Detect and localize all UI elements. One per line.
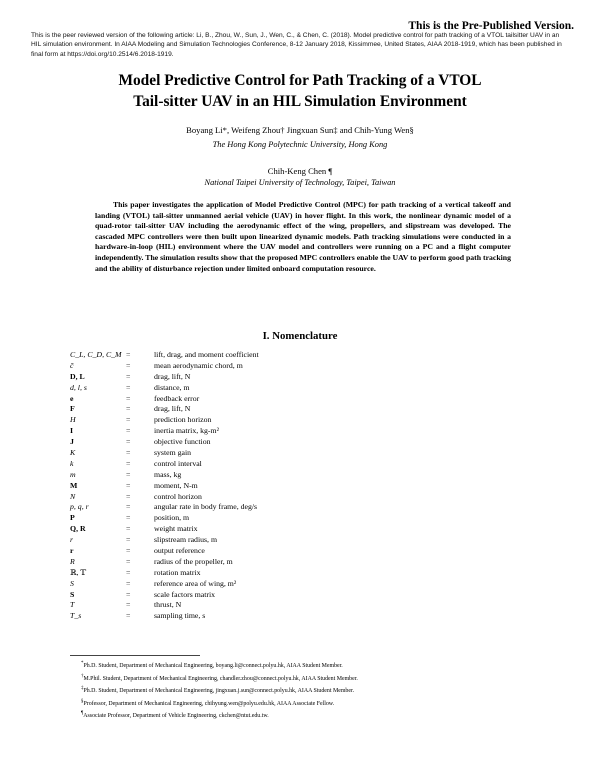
nomenclature-definition: control horizon bbox=[154, 491, 202, 501]
section-heading-nomenclature: I. Nomenclature bbox=[262, 330, 338, 342]
nomenclature-symbol: Q, R bbox=[70, 524, 86, 534]
nomenclature-symbol: d, l, s bbox=[70, 382, 87, 392]
nomenclature-row bbox=[70, 502, 470, 513]
footnote bbox=[81, 672, 521, 685]
nomenclature-definition: rotation matrix bbox=[154, 567, 201, 577]
nomenclature-definition: weight matrix bbox=[154, 524, 198, 534]
footnote-text: Ph.D. Student, Department of Mechanical Engineering, jingxuan.j.sun@connect.polyu.hk, AIAA Student Member. bbox=[83, 688, 355, 695]
footnote bbox=[81, 659, 521, 672]
footnote-mark: ¶ bbox=[81, 711, 84, 717]
nomenclature-row bbox=[70, 459, 470, 470]
nomenclature-symbol: S bbox=[70, 578, 74, 588]
nomenclature-equals: = bbox=[126, 382, 131, 392]
nomenclature-equals: = bbox=[126, 578, 131, 588]
nomenclature-symbol: T_s bbox=[70, 611, 82, 621]
nomenclature-row bbox=[70, 383, 470, 394]
affiliation-1: The Hong Kong Polytechnic University, Hong Kong bbox=[212, 140, 388, 149]
publication-notice: This is the peer reviewed version of the following article: Li, B., Zhou, W., Sun, J., Wen, C., & Chen, C. (2018). Model predictive control for path tracking of a VTOL tailsitter UAV in an HIL simulation environment. In AIAA Modeling and Simulation Technologies Conference, 8-12 January 2018, Kissimmee, United States, AIAA 2018-1919, which has been published in final form at https://doi.org/10.2514/6.2018-1919. bbox=[31, 32, 562, 58]
nomenclature-row bbox=[70, 426, 470, 437]
nomenclature-definition: mass, kg bbox=[154, 469, 182, 479]
nomenclature-row bbox=[70, 361, 470, 372]
nomenclature-row bbox=[70, 394, 470, 405]
nomenclature-equals: = bbox=[126, 556, 131, 566]
nomenclature-symbol: p, q, r bbox=[70, 502, 89, 512]
title-line-1: Model Predictive Control for Path Tracking of a VTOL bbox=[118, 72, 482, 89]
nomenclature-equals: = bbox=[126, 611, 131, 621]
title-line-2: Tail-sitter UAV in an HIL Simulation Environment bbox=[133, 93, 467, 110]
nomenclature-equals: = bbox=[126, 426, 131, 436]
nomenclature-equals: = bbox=[126, 513, 131, 523]
nomenclature-definition: system gain bbox=[154, 448, 192, 458]
nomenclature-symbol: e bbox=[70, 393, 74, 403]
nomenclature-symbol: P bbox=[70, 513, 75, 523]
nomenclature-row bbox=[70, 513, 470, 524]
nomenclature-symbol: r bbox=[70, 535, 74, 545]
paper-title bbox=[40, 70, 560, 112]
nomenclature-equals: = bbox=[126, 371, 131, 381]
nomenclature-definition: objective function bbox=[154, 437, 211, 447]
nomenclature-equals: = bbox=[126, 567, 131, 577]
nomenclature-equals: = bbox=[126, 469, 131, 479]
nomenclature-definition: reference area of wing, m² bbox=[154, 578, 237, 588]
nomenclature-row bbox=[70, 350, 470, 361]
nomenclature-row bbox=[70, 437, 470, 448]
nomenclature-symbol: S bbox=[70, 589, 75, 599]
nomenclature-equals: = bbox=[126, 458, 131, 468]
pre-published-label: This is the Pre-Published Version. bbox=[408, 20, 574, 32]
footnote bbox=[81, 684, 521, 697]
nomenclature-equals: = bbox=[126, 393, 131, 403]
nomenclature-row bbox=[70, 470, 470, 481]
nomenclature-definition: moment, N-m bbox=[154, 480, 198, 490]
footnote-mark: † bbox=[81, 673, 84, 679]
nomenclature-row bbox=[70, 579, 470, 590]
footnote-mark: § bbox=[81, 698, 84, 704]
nomenclature-equals: = bbox=[126, 480, 131, 490]
nomenclature-row bbox=[70, 404, 470, 415]
nomenclature-equals: = bbox=[126, 415, 131, 425]
nomenclature-row bbox=[70, 448, 470, 459]
nomenclature-symbol: C_L, C_D, C_M bbox=[70, 350, 122, 359]
nomenclature-definition: angular rate in body frame, deg/s bbox=[154, 502, 258, 512]
nomenclature-symbol: H bbox=[70, 415, 76, 425]
nomenclature-equals: = bbox=[126, 404, 131, 414]
nomenclature-symbol: c̄ bbox=[70, 360, 74, 370]
nomenclature-table bbox=[70, 350, 470, 622]
nomenclature-definition: prediction horizon bbox=[154, 415, 212, 425]
nomenclature-row bbox=[70, 568, 470, 579]
footnote bbox=[81, 709, 521, 722]
footnote-text: M.Phil. Student, Department of Mechanical Engineering, chandler.zhou@connect.polyu.hk, AIAA Student Member. bbox=[83, 675, 358, 682]
footnote-rule bbox=[70, 655, 200, 656]
nomenclature-definition: lift, drag, and moment coefficient bbox=[154, 350, 259, 359]
nomenclature-definition: scale factors matrix bbox=[154, 589, 216, 599]
footnote-mark: * bbox=[81, 661, 84, 666]
abstract bbox=[95, 200, 511, 274]
footnote-text: Professor, Department of Mechanical Engineering, chihyung.wen@polyu.edu.hk, AIAA Associate Fellow. bbox=[83, 700, 335, 707]
nomenclature-definition: sampling time, s bbox=[154, 611, 206, 621]
nomenclature-row bbox=[70, 590, 470, 601]
nomenclature-equals: = bbox=[126, 448, 131, 458]
nomenclature-equals: = bbox=[126, 546, 131, 556]
nomenclature-row bbox=[70, 372, 470, 383]
footnote bbox=[81, 697, 521, 710]
nomenclature-symbol: N bbox=[70, 491, 76, 501]
nomenclature-symbol: r bbox=[70, 546, 74, 556]
nomenclature-symbol: ℝ, 𝕋 bbox=[70, 567, 87, 577]
nomenclature-symbol: k bbox=[70, 458, 74, 468]
nomenclature-equals: = bbox=[126, 535, 131, 545]
nomenclature-symbol: m bbox=[70, 469, 76, 479]
nomenclature-equals: = bbox=[126, 437, 131, 447]
nomenclature-equals: = bbox=[126, 600, 131, 610]
nomenclature-symbol: F bbox=[70, 404, 75, 414]
footnote-text: Associate Professor, Department of Vehicle Engineering, ckchen@ntut.edu.tw. bbox=[83, 713, 269, 720]
nomenclature-equals: = bbox=[126, 502, 131, 512]
nomenclature-row bbox=[70, 535, 470, 546]
nomenclature-row bbox=[70, 524, 470, 535]
nomenclature-row bbox=[70, 481, 470, 492]
nomenclature-definition: drag, lift, N bbox=[154, 404, 191, 414]
nomenclature-symbol: K bbox=[70, 448, 76, 458]
nomenclature-row bbox=[70, 492, 470, 503]
nomenclature-symbol: I bbox=[70, 426, 74, 436]
nomenclature-definition: drag, lift, N bbox=[154, 371, 191, 381]
nomenclature-symbol: J bbox=[70, 437, 74, 447]
nomenclature-row bbox=[70, 611, 470, 622]
nomenclature-row bbox=[70, 557, 470, 568]
nomenclature-row bbox=[70, 600, 470, 611]
authors-line-2: Chih-Keng Chen ¶ bbox=[267, 166, 333, 176]
authors-line-1: Boyang Li*, Weifeng Zhou† Jingxuan Sun‡ and Chih-Yung Wen§ bbox=[186, 125, 414, 135]
footnotes bbox=[81, 659, 521, 722]
footnote-text: Ph.D. Student, Department of Mechanical Engineering, boyang.li@connect.polyu.hk, AIAA Student Member. bbox=[83, 662, 343, 669]
nomenclature-definition: distance, m bbox=[154, 382, 190, 392]
nomenclature-definition: control interval bbox=[154, 458, 202, 468]
affiliation-2: National Taipei University of Technology, Taipei, Taiwan bbox=[204, 178, 396, 187]
nomenclature-symbol: T bbox=[70, 600, 75, 610]
footnote-mark: ‡ bbox=[81, 686, 84, 692]
nomenclature-symbol: D, L bbox=[70, 371, 85, 381]
abstract-text: This paper investigates the application of Model Predictive Control (MPC) for path tracking of a vertical takeoff and landing (VTOL) tail-sitter unmanned aerial vehicle (UAV) in hover flight. In this work, the nonlinear dynamic model of a quad-rotor tail-sitter UAV including the aerodynamic effect of the wing, propellers, and slipstream was developed. The cascaded MPC controllers were then built upon linearized dynamic models. Path tracking simulations were conducted in a hardware-in-loop (HIL) environment where the UAV model and controllers were running on a PC and a flight computer independently. The simulation results show that the proposed MPC controllers enable the UAV to perform good path tracking and the ability of disturbance rejection under limited onboard computation resource. bbox=[95, 200, 511, 273]
nomenclature-symbol: M bbox=[70, 480, 78, 490]
nomenclature-equals: = bbox=[126, 491, 131, 501]
nomenclature-equals: = bbox=[126, 350, 131, 359]
nomenclature-row bbox=[70, 546, 470, 557]
nomenclature-row bbox=[70, 415, 470, 426]
nomenclature-symbol: R bbox=[70, 556, 75, 566]
nomenclature-definition: slipstream radius, m bbox=[154, 535, 218, 545]
nomenclature-definition: mean aerodynamic chord, m bbox=[154, 360, 243, 370]
nomenclature-definition: inertia matrix, kg-m² bbox=[154, 426, 219, 436]
nomenclature-definition: position, m bbox=[154, 513, 190, 523]
nomenclature-equals: = bbox=[126, 524, 131, 534]
nomenclature-definition: feedback error bbox=[154, 393, 200, 403]
nomenclature-definition: thrust, N bbox=[154, 600, 182, 610]
nomenclature-equals: = bbox=[126, 589, 131, 599]
nomenclature-equals: = bbox=[126, 360, 131, 370]
nomenclature-definition: output reference bbox=[154, 546, 205, 556]
nomenclature-definition: radius of the propeller, m bbox=[154, 556, 233, 566]
